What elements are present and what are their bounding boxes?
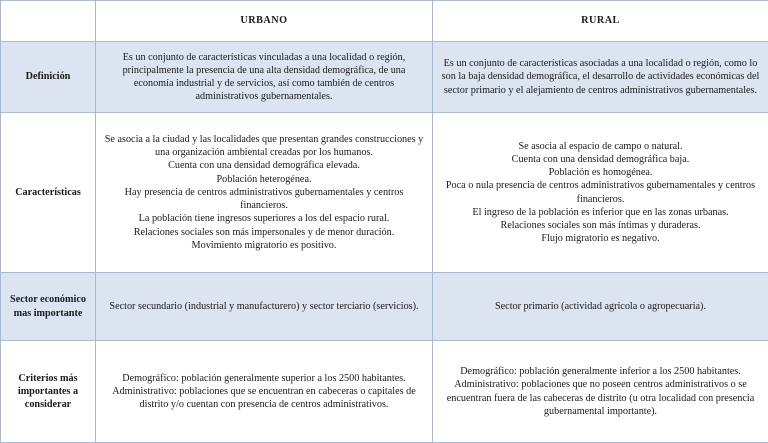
rural-criterio-item: Administrativo: poblaciones que no poseen centros administrativos o se encuentran fuera de las cabeceras de distrito (u otra localidad con presencia gubernamental importante). (441, 378, 760, 418)
rural-caracteristicas-cell (433, 113, 768, 273)
rural-criterio-item: Demográfico: población generalmente inferior a los 2500 habitantes. (441, 365, 760, 378)
rural-caracteristica-item: Flujo migratorio es negativo. (441, 232, 760, 245)
rural-caracteristica-item: Población es homogénea. (441, 166, 760, 179)
urbano-caracteristica-item: Movimiento migratorio es positivo. (104, 239, 424, 252)
rural-definicion-text: Es un conjunto de características asociadas a una localidad o región, como lo son la baja densidad demográfica, el desarrollo de actividades económicas del sector primario y el alejamiento de centros administrativos gubernamentales. (441, 57, 760, 97)
rural-caracteristica-item: El ingreso de la población es inferior que en las zonas urbanas. (441, 206, 760, 219)
header-row (1, 1, 768, 42)
urbano-caracteristicas-cell (96, 113, 433, 273)
row-label-sector-economico: Sector económico mas importante (1, 273, 96, 341)
urbano-definicion-cell (96, 42, 433, 113)
row-definicion (1, 42, 768, 113)
rural-criterios-cell (433, 341, 768, 443)
rural-sector-text: Sector primario (actividad agrícola o agropecuaria). (441, 300, 760, 313)
rural-caracteristica-item: Poca o nula presencia de centros administrativos gubernamentales y centros financieros. (441, 179, 760, 205)
urbano-caracteristica-item: Se asocia a la ciudad y las localidades que presentan grandes construcciones y una organización ambiental creadas por los humanos. (104, 133, 424, 159)
urbano-definicion-text: Es un conjunto de características vinculadas a una localidad o región, principalmente la presencia de una alta densidad demográfica, de una economía industrial y de servicios, así como también de centros administrativos gubernamentales. (104, 51, 424, 104)
row-criterios (1, 341, 768, 443)
urbano-caracteristica-item: Población heterogénea. (104, 173, 424, 186)
urbano-criterios-cell (96, 341, 433, 443)
rural-caracteristica-item: Relaciones sociales son más íntimas y duraderas. (441, 219, 760, 232)
urbano-sector-text: Sector secundario (industrial y manufacturero) y sector terciario (servicios). (104, 300, 424, 313)
urbano-caracteristica-item: Relaciones sociales son más impersonales y de menor duración. (104, 226, 424, 239)
header-urbano: URBANO (96, 1, 433, 42)
urbano-criterio-item: Administrativo: poblaciones que se encuentran en cabeceras o capitales de distrito y/o cuentan con presencia de centros administrativos. (104, 385, 424, 411)
row-label-definicion: Definición (1, 42, 96, 113)
rural-caracteristica-item: Cuenta con una densidad demográfica baja. (441, 153, 760, 166)
row-label-caracteristicas: Características (1, 113, 96, 273)
row-caracteristicas (1, 113, 768, 273)
urbano-caracteristica-item: Hay presencia de centros administrativos gubernamentales y centros financieros. (104, 186, 424, 212)
rural-caracteristica-item: Se asocia al espacio de campo o natural. (441, 140, 760, 153)
rural-sector-cell (433, 273, 768, 341)
header-corner-cell (1, 1, 96, 42)
row-label-criterios: Criterios más importantes a considerar (1, 341, 96, 443)
rural-definicion-cell (433, 42, 768, 113)
header-rural: RURAL (433, 1, 768, 42)
urbano-sector-cell (96, 273, 433, 341)
row-sector-economico (1, 273, 768, 341)
urbano-caracteristica-item: Cuenta con una densidad demográfica elevada. (104, 159, 424, 172)
urbano-caracteristica-item: La población tiene ingresos superiores a los del espacio rural. (104, 212, 424, 225)
urbano-criterio-item: Demográfico: población generalmente superior a los 2500 habitantes. (104, 372, 424, 385)
